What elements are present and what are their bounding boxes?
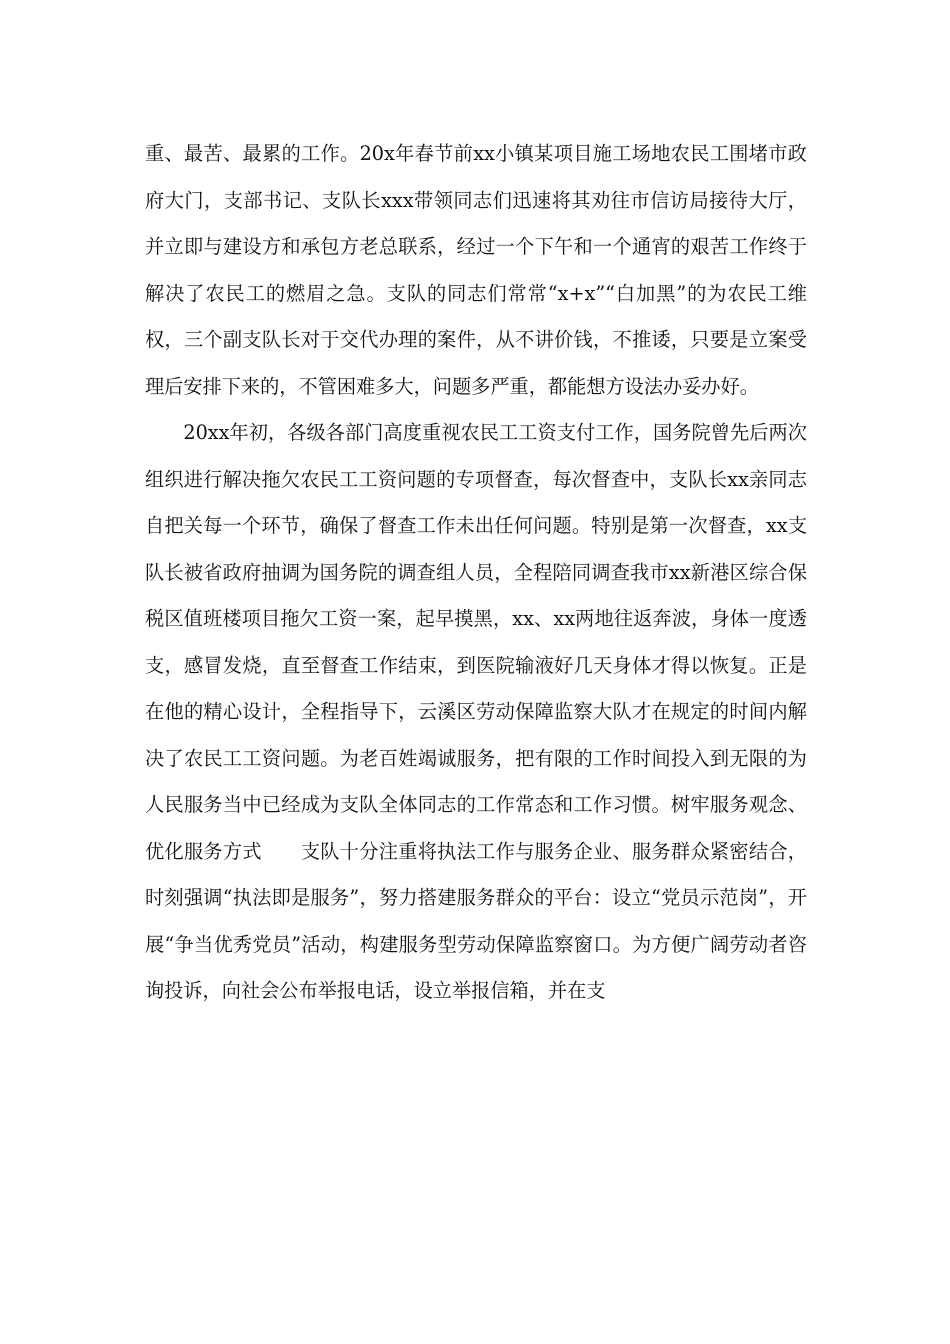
paragraph-2: 20xx年初，各级各部门高度重视农民工工资支付工作，国务院曾先后两次组织进行解决拖欠农民工工资问题的专项督查，每次督查中，支队长xx亲同志自把关每一个环节，确保了督查工作未出任何问题。特别是第一次督查，xx支队长被省政府抽调为国务院的调查组人员，全程陪同调查我市xx新港区综合保税区值班楼项目拖欠工资一案，起早摸黑，xx、xx两地往返奔波，身体一度透支，感冒发烧，直至督查工作结束，到医院输液好几天身体才得以恢复。正是在他的精心设计，全程指导下，云溪区劳动保障监察大队才在规定的时间内解决了农民工工资问题。为老百姓竭诚服务，把有限的工作时间投入到无限的为人民服务当中已经成为支队全体同志的工作常态和工作习惯。树牢服务观念、优化服务方式 支队十分注重将执法工作与服务企业、服务群众紧密结合，时刻强调“执法即是服务”，努力搭建服务群众的平台：设立“党员示范岗”，开展“争当优秀党员”活动，构建服务型劳动保障监察窗口。为方便广阔劳动者咨询投诉，向社会公布举报电话，设立举报信箱，并在支	[145, 421, 807, 1002]
document-body	[145, 131, 807, 1015]
paragraph-1: 重、最苦、最累的工作。20x年春节前xx小镇某项目施工场地农民工围堵市政府大门，支部书记、支队长xxx带领同志们迅速将其劝往市信访局接待大厅，并立即与建设方和承包方老总联系，经过一个下午和一个通宵的艰苦工作终于解决了农民工的燃眉之急。支队的同志们常常“x+x”“白加黑”的为农民工维权，三个副支队长对于交代办理的案件，从不讲价钱，不推诿，只要是立案受理后安排下来的，不管困难多大，问题多严重，都能想方设法办妥办好。	[145, 142, 807, 398]
